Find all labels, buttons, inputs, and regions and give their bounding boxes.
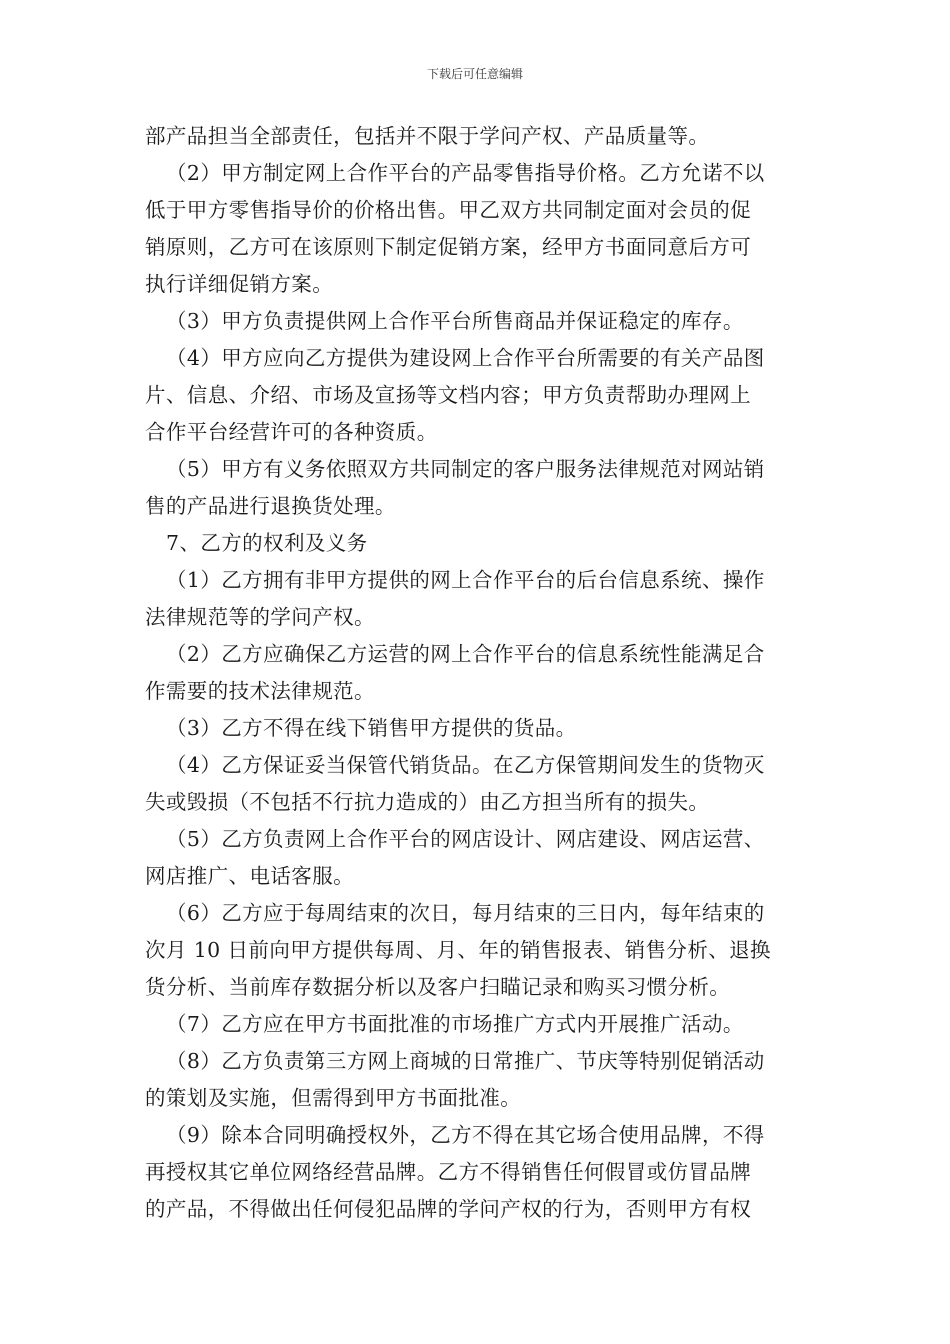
text-line: 作需要的技术法律规范。 — [145, 679, 375, 703]
text-line: 合作平台经营许可的各种资质。 — [145, 420, 438, 444]
text-line: 销原则，乙方可在该原则下制定促销方案，经甲方书面同意后方可 — [145, 235, 752, 259]
text-line: （1）乙方拥有非甲方提供的网上合作平台的后台信息系统、操作 — [166, 568, 765, 592]
text-line: 7、乙方的权利及义务 — [166, 531, 368, 555]
text-line: （6）乙方应于每周结束的次日，每月结束的三日内，每年结束的 — [166, 901, 765, 925]
text-line: （5）乙方负责网上合作平台的网店设计、网店建设、网店运营、 — [166, 827, 765, 851]
document-body — [145, 118, 817, 1228]
text-line: 失或毁损（不包括不行抗力造成的）由乙方担当所有的损失。 — [145, 790, 710, 814]
text-line: 的策划及实施，但需得到甲方书面批准。 — [145, 1086, 522, 1110]
text-line: 部产品担当全部责任，包括并不限于学问产权、产品质量等。 — [145, 124, 710, 148]
text-line: （4）乙方保证妥当保管代销货品。在乙方保管期间发生的货物灭 — [166, 753, 765, 777]
text-line: （3）甲方负责提供网上合作平台所售商品并保证稳定的库存。 — [166, 309, 744, 333]
text-line: （8）乙方负责第三方网上商城的日常推广、节庆等特别促销活动 — [166, 1049, 765, 1073]
text-line: 售的产品进行退换货处理。 — [145, 494, 396, 518]
text-line: 的产品，不得做出任何侵犯品牌的学问产权的行为，否则甲方有权 — [145, 1197, 752, 1221]
text-line: （5）甲方有义务依照双方共同制定的客户服务法律规范对网站销 — [166, 457, 765, 481]
text-line: （7）乙方应在甲方书面批准的市场推广方式内开展推广活动。 — [166, 1012, 744, 1036]
text-line: （2）乙方应确保乙方运营的网上合作平台的信息系统性能满足合 — [166, 642, 765, 666]
text-line: （4）甲方应向乙方提供为建设网上合作平台所需要的有关产品图 — [166, 346, 765, 370]
text-line: 片、信息、介绍、市场及宣扬等文档内容；甲方负责帮助办理网上 — [145, 383, 752, 407]
text-line: 再授权其它单位网络经营品牌。乙方不得销售任何假冒或仿冒品牌 — [145, 1160, 752, 1184]
text-line: 货分析、当前库存数据分析以及客户扫瞄记录和购买习惯分析。 — [145, 975, 731, 999]
page-header: 下载后可任意编辑 — [426, 67, 523, 81]
text-line: （2）甲方制定网上合作平台的产品零售指导价格。乙方允诺不以 — [166, 161, 765, 185]
text-line: （3）乙方不得在线下销售甲方提供的货品。 — [166, 716, 577, 740]
text-line: 执行详细促销方案。 — [145, 272, 334, 296]
text-line: 网店推广、电话客服。 — [145, 864, 354, 888]
text-line: 次月 10 日前向甲方提供每周、月、年的销售报表、销售分析、退换 — [145, 938, 771, 962]
text-line: （9）除本合同明确授权外，乙方不得在其它场合使用品牌，不得 — [166, 1123, 765, 1147]
text-line: 低于甲方零售指导价的价格出售。甲乙双方共同制定面对会员的促 — [145, 198, 752, 222]
text-line: 法律规范等的学问产权。 — [145, 605, 375, 629]
